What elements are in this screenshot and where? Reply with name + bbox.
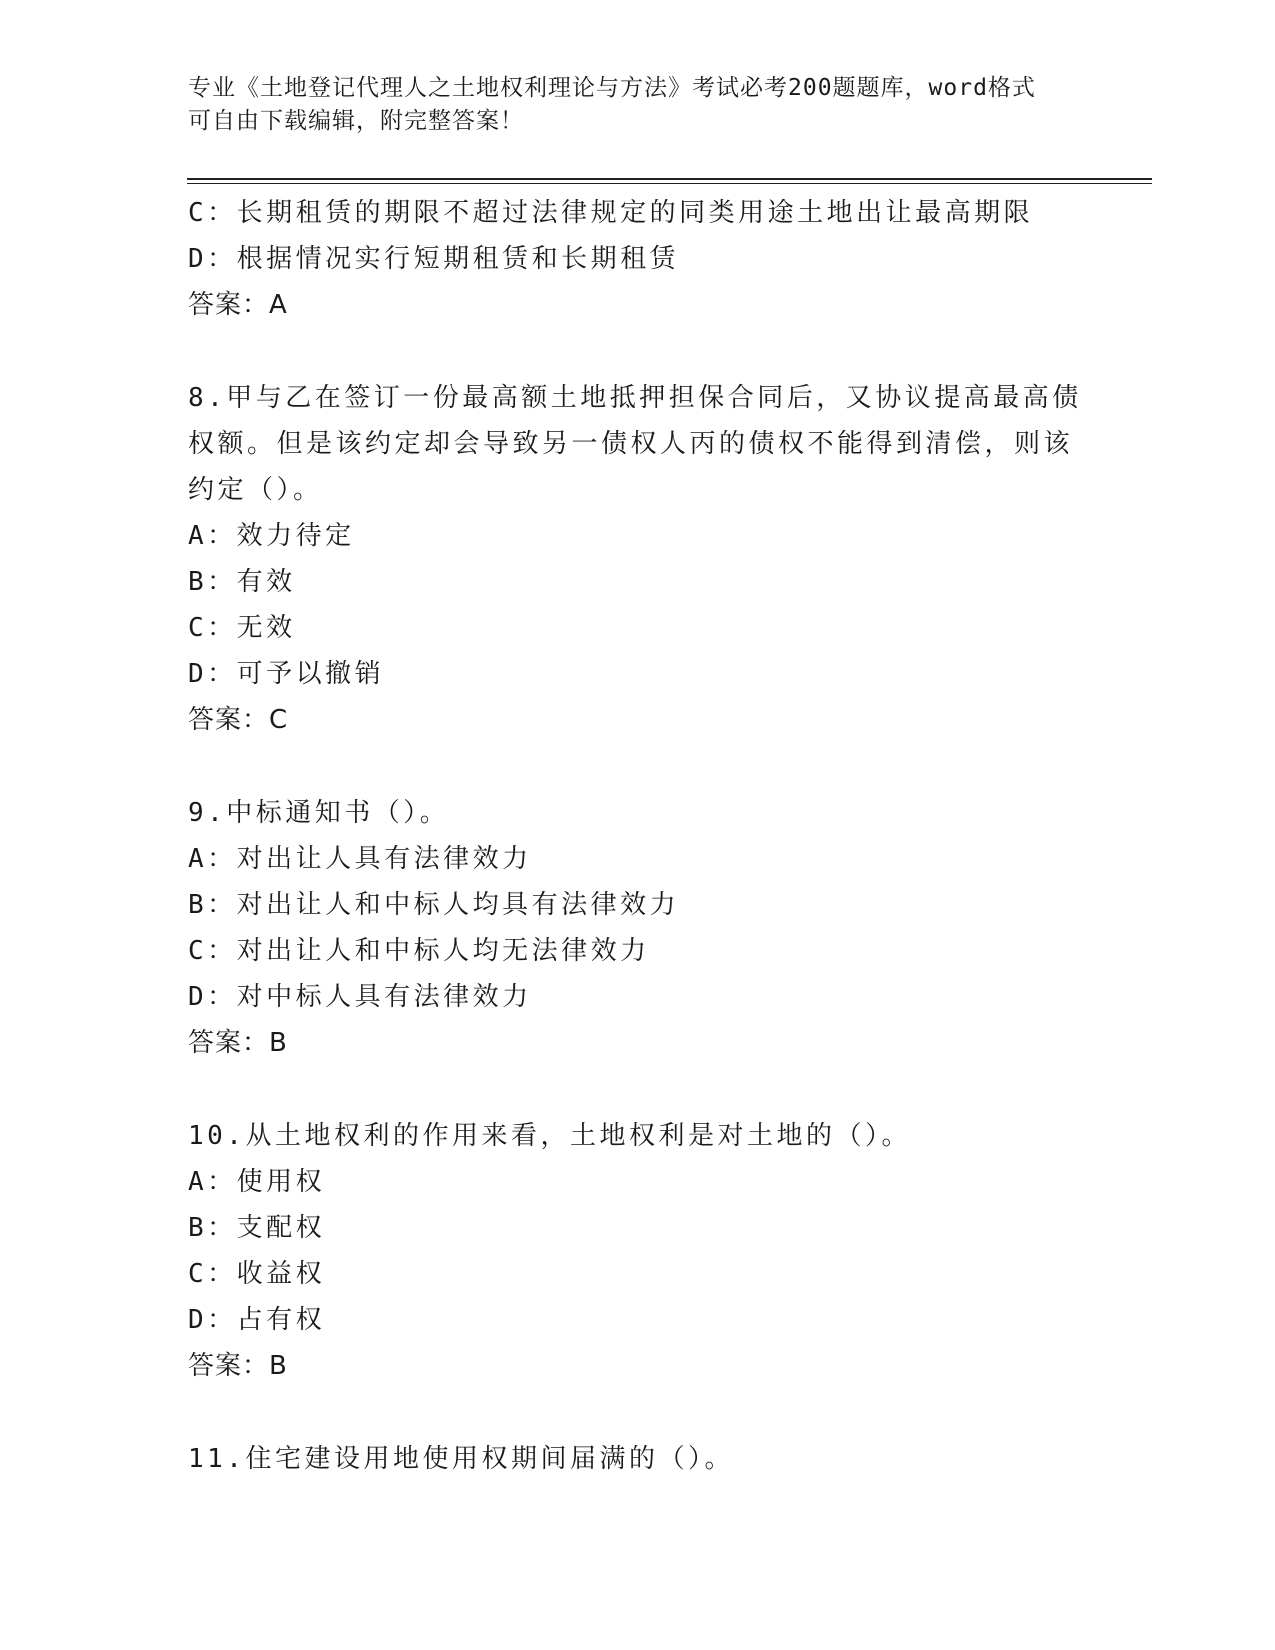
question-11 bbox=[188, 1436, 1088, 1482]
header-line-2: 可自由下载编辑，附完整答案！ bbox=[188, 108, 524, 134]
header-divider-thin bbox=[187, 183, 1152, 184]
option-a: A：效力待定 bbox=[188, 521, 355, 551]
question-10 bbox=[188, 1113, 1088, 1389]
option-c: C：无效 bbox=[188, 613, 296, 643]
question-9 bbox=[188, 790, 1088, 1066]
option-a: A：使用权 bbox=[188, 1167, 326, 1197]
option-d: D：可予以撤销 bbox=[188, 659, 385, 689]
question-list bbox=[188, 190, 1088, 1482]
question-stem: 10.从土地权利的作用来看，土地权利是对土地的（）。 bbox=[188, 1121, 911, 1151]
stem-line: 权额。但是该约定却会导致另一债权人丙的债权不能得到清偿，则该 bbox=[188, 429, 1074, 459]
answer-label: 答案：B bbox=[188, 1028, 288, 1058]
option-a: A：对出让人具有法律效力 bbox=[188, 844, 532, 874]
option-b: B：有效 bbox=[188, 567, 296, 597]
question-stem: 11.住宅建设用地使用权期间届满的（）。 bbox=[188, 1444, 734, 1474]
answer-label: 答案：A bbox=[188, 290, 288, 320]
stem-line: 8.甲与乙在签订一份最高额土地抵押担保合同后，又协议提高最高债 bbox=[188, 383, 1082, 413]
header-line-1: 专业《土地登记代理人之土地权利理论与方法》考试必考200题题库，word格式 bbox=[188, 75, 1036, 101]
question-7 bbox=[188, 190, 1088, 328]
option-c: C：对出让人和中标人均无法律效力 bbox=[188, 936, 650, 966]
option-c: C：收益权 bbox=[188, 1259, 326, 1289]
option-d: D：根据情况实行短期租赁和长期租赁 bbox=[188, 244, 680, 274]
question-8 bbox=[188, 375, 1088, 743]
option-d: D：对中标人具有法律效力 bbox=[188, 982, 532, 1012]
spacer bbox=[188, 1066, 1088, 1113]
answer-label: 答案：C bbox=[188, 705, 289, 735]
option-b: B：对出让人和中标人均具有法律效力 bbox=[188, 890, 680, 920]
answer-label: 答案：B bbox=[188, 1351, 288, 1381]
document-header bbox=[188, 72, 1088, 138]
question-stem: 9.中标通知书（）。 bbox=[188, 798, 450, 828]
spacer bbox=[188, 1389, 1088, 1436]
spacer bbox=[188, 743, 1088, 790]
stem-line: 约定（）。 bbox=[188, 475, 323, 505]
question-stem bbox=[188, 375, 1088, 513]
option-b: B：支配权 bbox=[188, 1213, 326, 1243]
option-c: C：长期租赁的期限不超过法律规定的同类用途土地出让最高期限 bbox=[188, 198, 1034, 228]
header-divider-thick bbox=[187, 178, 1152, 180]
spacer bbox=[188, 328, 1088, 375]
option-d: D：占有权 bbox=[188, 1305, 326, 1335]
